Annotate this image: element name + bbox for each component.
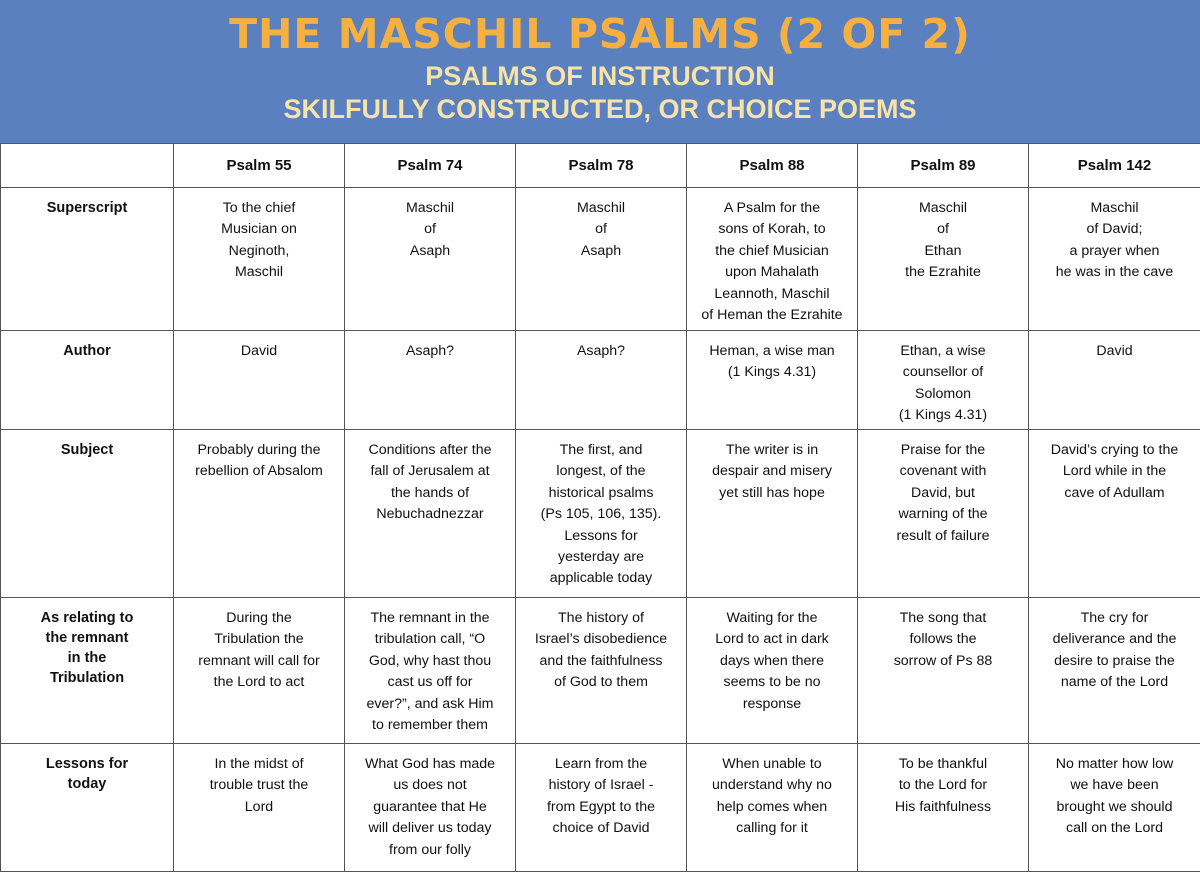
table-cell: Maschil of Ethan the Ezrahite: [858, 188, 1029, 331]
table-cell: A Psalm for the sons of Korah, to the chief Musician upon Mahalath Leannoth, Maschil of Heman the Ezrahite: [687, 188, 858, 331]
table-cell: What God has made us does not guarantee that He will deliver us today from our folly: [345, 744, 516, 872]
table-cell: Maschil of David; a prayer when he was in the cave: [1029, 188, 1200, 331]
table-cell: The cry for deliverance and the desire to praise the name of the Lord: [1029, 598, 1200, 744]
column-header-psalm-89: Psalm 89: [858, 144, 1029, 188]
psalms-table: [0, 143, 1200, 872]
row-label-subject: Subject: [1, 430, 174, 598]
table-cell: When unable to understand why no help comes when calling for it: [687, 744, 858, 872]
row-label-author: Author: [1, 331, 174, 430]
row-label-lessons: Lessons for today: [1, 744, 174, 872]
table-cell: To the chief Musician on Neginoth, Maschil: [174, 188, 345, 331]
table-cell: No matter how low we have been brought we should call on the Lord: [1029, 744, 1200, 872]
table-cell: Conditions after the fall of Jerusalem at the hands of Nebuchadnezzar: [345, 430, 516, 598]
column-header-psalm-55: Psalm 55: [174, 144, 345, 188]
column-header-psalm-78: Psalm 78: [516, 144, 687, 188]
table-row-remnant: [1, 598, 1200, 744]
table-cell: David’s crying to the Lord while in the cave of Adullam: [1029, 430, 1200, 598]
table-cell: To be thankful to the Lord for His faithfulness: [858, 744, 1029, 872]
row-label-remnant: As relating to the remnant in the Tribulation: [1, 598, 174, 744]
table-cell: The remnant in the tribulation call, “O God, why hast thou cast us off for ever?”, and ask Him to remember them: [345, 598, 516, 744]
table-cell: Praise for the covenant with David, but warning of the result of failure: [858, 430, 1029, 598]
table-cell: The history of Israel’s disobedience and the faithfulness of God to them: [516, 598, 687, 744]
row-label-superscript: Superscript: [1, 188, 174, 331]
table-cell: Maschil of Asaph: [516, 188, 687, 331]
table-cell: The first, and longest, of the historical psalms (Ps 105, 106, 135). Lessons for yesterday are applicable today: [516, 430, 687, 598]
page-title: THE MASCHIL PSALMS (2 OF 2): [229, 10, 971, 58]
table-cell: In the midst of trouble trust the Lord: [174, 744, 345, 872]
table-cell: Learn from the history of Israel - from Egypt to the choice of David: [516, 744, 687, 872]
table-cell: The song that follows the sorrow of Ps 88: [858, 598, 1029, 744]
table-cell: Probably during the rebellion of Absalom: [174, 430, 345, 598]
table-row-author: [1, 331, 1200, 430]
header-banner: [0, 0, 1200, 143]
table-cell: David: [174, 331, 345, 430]
column-header-psalm-142: Psalm 142: [1029, 144, 1200, 188]
table-row-lessons: [1, 744, 1200, 872]
table-cell: The writer is in despair and misery yet still has hope: [687, 430, 858, 598]
table-cell: Maschil of Asaph: [345, 188, 516, 331]
table-cell: David: [1029, 331, 1200, 430]
table-cell: Asaph?: [516, 331, 687, 430]
table-cell: Asaph?: [345, 331, 516, 430]
column-header-empty: [1, 144, 174, 188]
page-subtitle-2: SKILFULLY CONSTRUCTED, OR CHOICE POEMS: [283, 94, 917, 124]
page-subtitle-1: PSALMS OF INSTRUCTION: [425, 61, 775, 91]
column-header-psalm-88: Psalm 88: [687, 144, 858, 188]
table-row-subject: [1, 430, 1200, 598]
table-row-superscript: [1, 188, 1200, 331]
table-cell: Waiting for the Lord to act in dark days when there seems to be no response: [687, 598, 858, 744]
table-cell: Heman, a wise man (1 Kings 4.31): [687, 331, 858, 430]
table-cell: During the Tribulation the remnant will call for the Lord to act: [174, 598, 345, 744]
column-header-psalm-74: Psalm 74: [345, 144, 516, 188]
header-row: [1, 144, 1200, 188]
table-cell: Ethan, a wise counsellor of Solomon (1 Kings 4.31): [858, 331, 1029, 430]
